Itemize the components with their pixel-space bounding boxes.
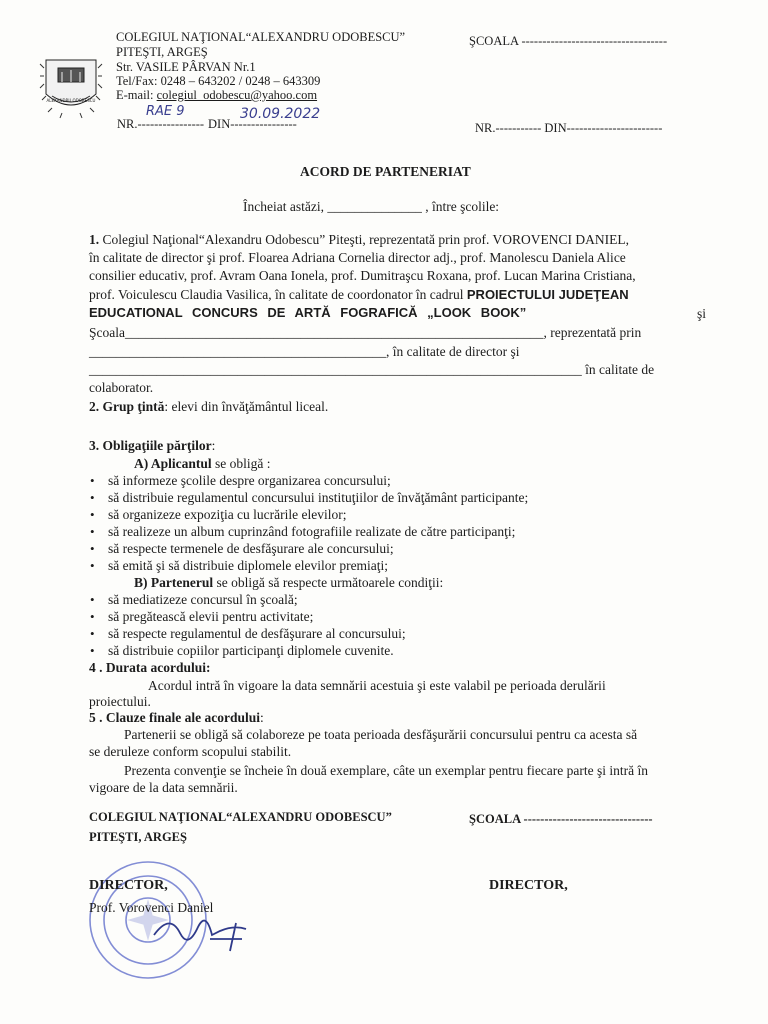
calitate-line: _________________________________________________________________________ în calitate de — [89, 362, 655, 377]
handwritten-nr: RAE 9 — [146, 104, 185, 119]
footer-director-right: DIRECTOR, — [489, 878, 568, 893]
p1-text-1: Colegiul Naţional“Alexandru Odobescu” Piteşti, reprezentată prin prof. VOROVENCI DANIEL, — [99, 232, 629, 247]
email-prefix: E-mail: — [116, 88, 157, 102]
header-street: Str. VASILE PÂRVAN Nr.1 — [116, 60, 256, 74]
p1-si: şi — [697, 306, 707, 321]
a-heading — [134, 456, 271, 473]
header-email — [116, 88, 317, 103]
scoala-line: Şcoala______________________________________________________________, reprezentată prin — [89, 325, 642, 340]
colaborator-text: colaborator. — [89, 380, 154, 395]
p1-line-3: consilier educativ, prof. Avram Oana Ionela, prof. Dumitraşcu Roxana, prof. Lucan Marina Cristiana, — [89, 268, 636, 283]
footer-director-name: Prof. Vorovenci Daniel — [89, 900, 214, 915]
header-nr-right: NR.----------- DIN----------------------- — [475, 121, 663, 135]
clauze-text-2a: Prezenta convenţie se încheie în două exemplare, câte un exemplar pentru fiecare parte şi intră în — [124, 763, 649, 778]
header-scoala-right: ŞCOALA ----------------------------------- — [469, 34, 668, 48]
a-item-4: • să realizeze un album cuprinzând fotografiile realizate de către participanţi; — [108, 524, 515, 541]
oblig-heading: 3. Obligaţiile părţilor: — [89, 438, 216, 453]
grup-label: 2. Grup ţintă — [89, 399, 165, 414]
concluded-line: Încheiat astăzi, ______________ , între şcolile: — [243, 199, 500, 214]
project-title-part1: PROIECTULUI JUDEŢEAN — [466, 287, 629, 302]
a-item-2: • să distribuie regulamentul concursului instituţiilor de învăţământ participante; — [108, 490, 528, 507]
footer-city: PITEŞTI, ARGEŞ — [89, 830, 187, 844]
a-label: A) Aplicantul — [134, 456, 212, 471]
signature-icon — [150, 905, 260, 955]
p1-line-4 — [89, 287, 629, 304]
durata-text-2: proiectului. — [89, 694, 151, 709]
p1-text-4: prof. Voiculescu Claudia Vasilica, în calitate de coordonator în cadrul — [89, 287, 467, 302]
director-line: ____________________________________________, în calitate de director şi — [89, 344, 520, 359]
header-nr-left: NR.---------------- — [117, 117, 205, 131]
footer-director-left: DIRECTOR, — [89, 878, 168, 893]
grup-text: : elevi din învăţământul liceal. — [164, 399, 329, 414]
b-label: B) Partenerul — [134, 575, 214, 590]
header-school-name: COLEGIUL NAŢIONAL“ALEXANDRU ODOBESCU” — [116, 30, 406, 44]
a-item-5: • să respecte termenele de desfăşurare ale concursului; — [108, 541, 394, 558]
durata-text-1: Acordul intră în vigoare la data semnării acestuia şi este valabil pe perioada derulării — [148, 678, 606, 693]
footer-school-name: COLEGIUL NAŢIONAL“ALEXANDRU ODOBESCU” — [89, 810, 392, 824]
header-phone: Tel/Fax: 0248 – 643202 / 0248 – 643309 — [116, 74, 321, 88]
b-item-3: • să respecte regulamentul de desfăşurare al concursului; — [108, 626, 406, 643]
p1-line-2: în calitate de director şi prof. Floarea Adriana Cornelia director adj., prof. Manolescu Daniela Alice — [89, 250, 626, 265]
project-title-part2: EDUCATIONAL CONCURS DE ARTĂ FOGRAFICĂ „LOOK BOOK” — [89, 305, 527, 320]
header-city: PITEŞTI, ARGEŞ — [116, 45, 208, 59]
a-item-3: • să organizeze expoziţia cu lucrările elevilor; — [108, 507, 347, 524]
b-item-2: • să pregătească elevii pentru activitate; — [108, 609, 313, 626]
b-item-4: • să distribuie copiilor participanţi diplomele cuvenite. — [108, 643, 394, 660]
clauze-heading: 5 . Clauze finale ale acordului: — [89, 710, 264, 725]
clauze-label: 5 . Clauze finale ale acordului — [89, 710, 260, 725]
p1-line-1 — [89, 232, 629, 249]
b-text: se obligă să respecte următoarele condiţii: — [213, 575, 444, 590]
clauze-text-2b: vigoare de la data semnării. — [89, 780, 238, 795]
b-heading — [134, 575, 443, 592]
school-crest-icon — [38, 50, 104, 122]
clauze-text-1a: Partenerii se obligă să colaboreze pe toata perioada desfăşurării concursului pentru ca acesta să — [124, 727, 638, 742]
b-item-1: • să mediatizeze concursul în şcoală; — [108, 592, 298, 609]
a-item-6: • să emită şi să distribuie diplomele elevilor premiaţi; — [108, 558, 388, 575]
footer-scoala: ŞCOALA ------------------------------- — [469, 812, 653, 826]
durata-heading: 4 . Durata acordului: — [89, 660, 211, 675]
email-link[interactable]: colegiul_odobescu@yahoo.com — [156, 88, 318, 102]
handwritten-date: 30.09.2022 — [240, 106, 321, 122]
a-text: se obligă : — [211, 456, 271, 471]
header-din-left: DIN---------------- — [208, 117, 297, 131]
a-item-1: • să informeze şcolile despre organizarea concursului; — [108, 473, 391, 490]
svg-text:ALEXANDRU ODOBESCU: ALEXANDRU ODOBESCU — [46, 98, 96, 103]
document-title: ACORD DE PARTENERIAT — [300, 164, 471, 179]
p1-number: 1. — [89, 232, 100, 247]
oblig-label: 3. Obligaţiile părţilor — [89, 438, 212, 453]
grup-line — [89, 399, 328, 416]
clauze-text-1b: se deruleze conform scopului stabilit. — [89, 744, 292, 759]
